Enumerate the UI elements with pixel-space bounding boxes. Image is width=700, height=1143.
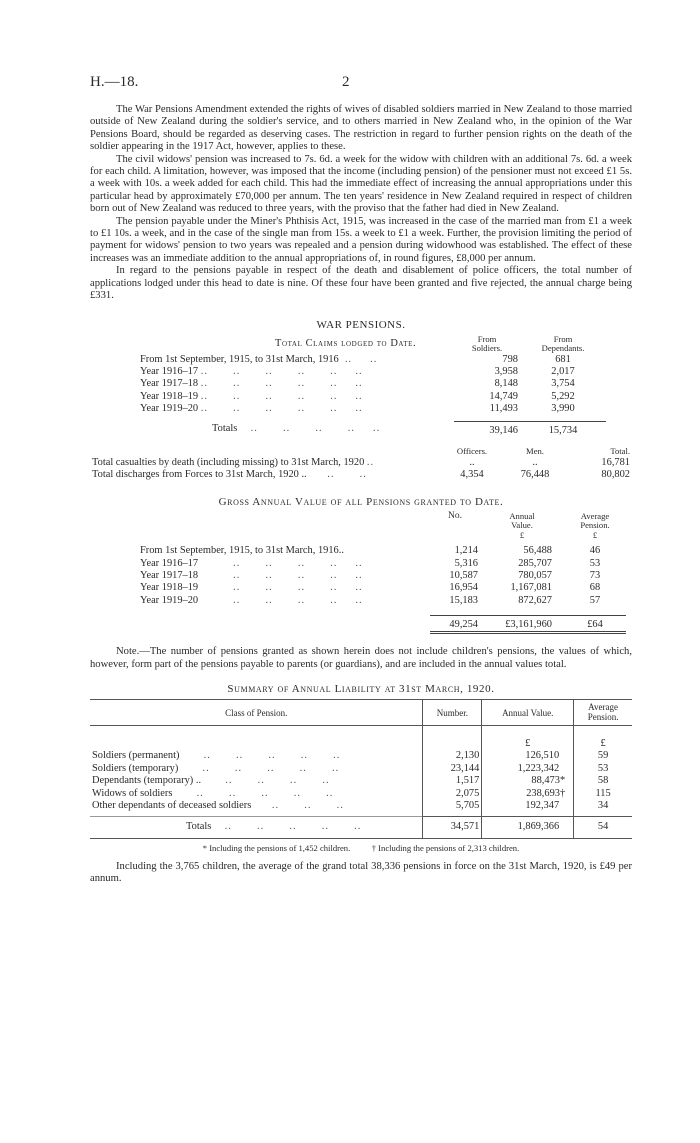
table-row: Year 1917–18 .. .. .. .. .. 10,587 780,057 73 xyxy=(140,570,601,582)
table-row: Year 1918–19 .. .. .. .. .. 16,954 1,167,081 68 xyxy=(140,582,601,594)
war-pensions-heading: WAR PENSIONS. xyxy=(316,318,406,331)
col-from-soldiers: From Soldiers. xyxy=(471,333,503,353)
table-row: Year 1919–20 .. .. .. .. .. .. 11,493 3,990 xyxy=(140,403,575,415)
claims-subheading: Total Claims lodged to Date. xyxy=(275,337,417,349)
footnote-children-dependants: * Including the pensions of 1,452 children. xyxy=(202,842,351,853)
col-no: No. xyxy=(448,510,462,521)
summary-table: Class of Pension. Number. Annual Value. Average Pension. £ £ Soldiers (permanent) .. .. .. .. .. 2,130 126,510 59 Soldiers (temporary) .. .. .. .. .. 23,144 1,223,342 53 Dependants (temporary) .. .. .. .. .. 1,517 88,473* 58 Widows of soldiers .. .. .. .. .. 2,075 238,693† 115 Other dependants of deceased soldiers .. .. .. 5,705 192,347 34 Totals .. .. .. .. .. 34,571 1,869,366 54 xyxy=(90,699,632,839)
summary-heading: Summary of Annual Liability at 31st March, 1920. xyxy=(227,683,495,695)
col-average: Average Pension. xyxy=(574,700,632,726)
col-total: Total. xyxy=(610,446,630,457)
page-header xyxy=(90,62,632,90)
page-number: 2 xyxy=(342,74,350,90)
col-class: Class of Pension. xyxy=(90,700,423,726)
table-row: Year 1919–20 .. .. .. .. .. 15,183 872,627 57 xyxy=(140,594,601,606)
closing-paragraph: Including the 3,765 children, the average of the grand total 38,336 pensions in force on the 31st March, 1920, is £49 per annum. xyxy=(90,860,632,885)
totals-row: Totals .. .. .. .. .. 39,146 15,734 xyxy=(138,422,606,438)
casualties-table xyxy=(90,447,632,481)
table-row: Total discharges from Forces to 31st March, 1920 .. .. .. 4,354 76,448 80,802 xyxy=(92,469,630,481)
paragraph-amendment: The War Pensions Amendment extended the rights of wives of disabled soldiers married in New Zealand to those married outside of New Zealand during the soldier's service, and to others married in New Zealand who, in the opinion of the War Pensions Board, should be regarded as deserving cases. The restriction in regard to further pension rights on the death of the soldier appearing in the 1917 Act, however, applies to these. xyxy=(90,104,632,153)
table-row: Year 1916–17 .. .. .. .. .. 5,316 285,707 53 xyxy=(140,557,601,569)
table-row: Soldiers (permanent) .. .. .. .. .. 2,130 126,510 59 xyxy=(90,750,632,762)
table-row: Other dependants of deceased soldiers .. .. .. 5,705 192,347 34 xyxy=(90,800,632,812)
col-annual-value: Annual Value. xyxy=(482,700,574,726)
table-row: Soldiers (temporary) .. .. .. .. .. 23,144 1,223,342 53 xyxy=(90,763,632,775)
paragraph-police: In regard to the pensions payable in respect of the death and disablement of police officers, the total number of applications lodged under this head to date is nine. Of these four have been granted and five rejected, the annual charge being £331. xyxy=(90,265,632,302)
table-row: Dependants (temporary) .. .. .. .. .. 1,517 88,473* 58 xyxy=(90,775,632,787)
table-row: Year 1918–19 .. .. .. .. .. .. 14,749 5,292 xyxy=(140,390,575,402)
col-men: Men. xyxy=(526,446,544,457)
col-officers: Officers. xyxy=(456,446,488,457)
table-row: From 1st September, 1915, to 31st March, 1916 .. .. 798 681 xyxy=(140,353,571,365)
summary-footnotes xyxy=(90,843,632,853)
col-number: Number. xyxy=(423,700,482,726)
col-from-dependants: From Dependants. xyxy=(541,333,585,353)
table-row: Total casualties by death (including missing) to 31st March, 1920 .. .. .. 16,781 xyxy=(92,456,630,468)
document-page xyxy=(90,62,632,886)
gross-value-table xyxy=(138,512,626,634)
col-average-pension: Average Pension. £ xyxy=(580,510,610,540)
table-row: From 1st September, 1915, to 31st March, 1916.. 1,214 56,488 46 xyxy=(140,545,601,557)
note-paragraph: Note.—The number of pensions granted as shown herein does not include children's pensions, the values of which, however, form part of the pensions payable to parents (or guardians), and are included in the annual values total. xyxy=(90,646,632,670)
table-row: Year 1917–18 .. .. .. .. .. .. 8,148 3,754 xyxy=(140,378,575,390)
claims-table xyxy=(138,335,606,438)
totals-row: Totals .. .. .. .. .. 34,571 1,869,366 54 xyxy=(90,817,632,838)
table-row: Widows of soldiers .. .. .. .. .. 2,075 238,693† 115 xyxy=(90,788,632,800)
col-annual-value: Annual Value. £ xyxy=(509,510,535,540)
gross-value-heading: Gross Annual Value of all Pensions granted to Date. xyxy=(218,495,504,508)
totals-row: 49,254 £3,161,960 £64 xyxy=(138,615,626,632)
paragraph-miners-phthisis: The pension payable under the Miner's Phthisis Act, 1915, was increased in the case of the married man from £1 a week to £1 10s. a week, and in the case of the single man from 15s. a week to £1 a week. Further, the provision limiting the period of payment for widows' pension to two years was repealed and a pension during widowhood was established. The effect of these increases was an immediate addition to the annual appropriations of, in round figures, £8,000 per annum. xyxy=(90,215,632,264)
footnote-children-widows: † Including the pensions of 2,313 children. xyxy=(371,842,520,853)
table-row: Year 1916–17 .. .. .. .. .. .. 3,958 2,017 xyxy=(140,365,575,377)
report-reference: H.—18. xyxy=(90,74,139,90)
paragraph-civil-widows: The civil widows' pension was increased to 7s. 6d. a week for the widow with children with an additional 7s. 6d. a week for each child. A limitation, however, was imposed that the income (including pension) of the pensioner must not exceed £1 5s. a week with 10s. a week added for each child. This had the immediate effect of increasing the annual appropriations under this particular head by approximately £70,000 per annum. The ten years' residence in New Zealand required in respect of children born out of New Zealand was reduced to three years, with the proviso that the father had died in New Zealand. xyxy=(90,153,632,215)
